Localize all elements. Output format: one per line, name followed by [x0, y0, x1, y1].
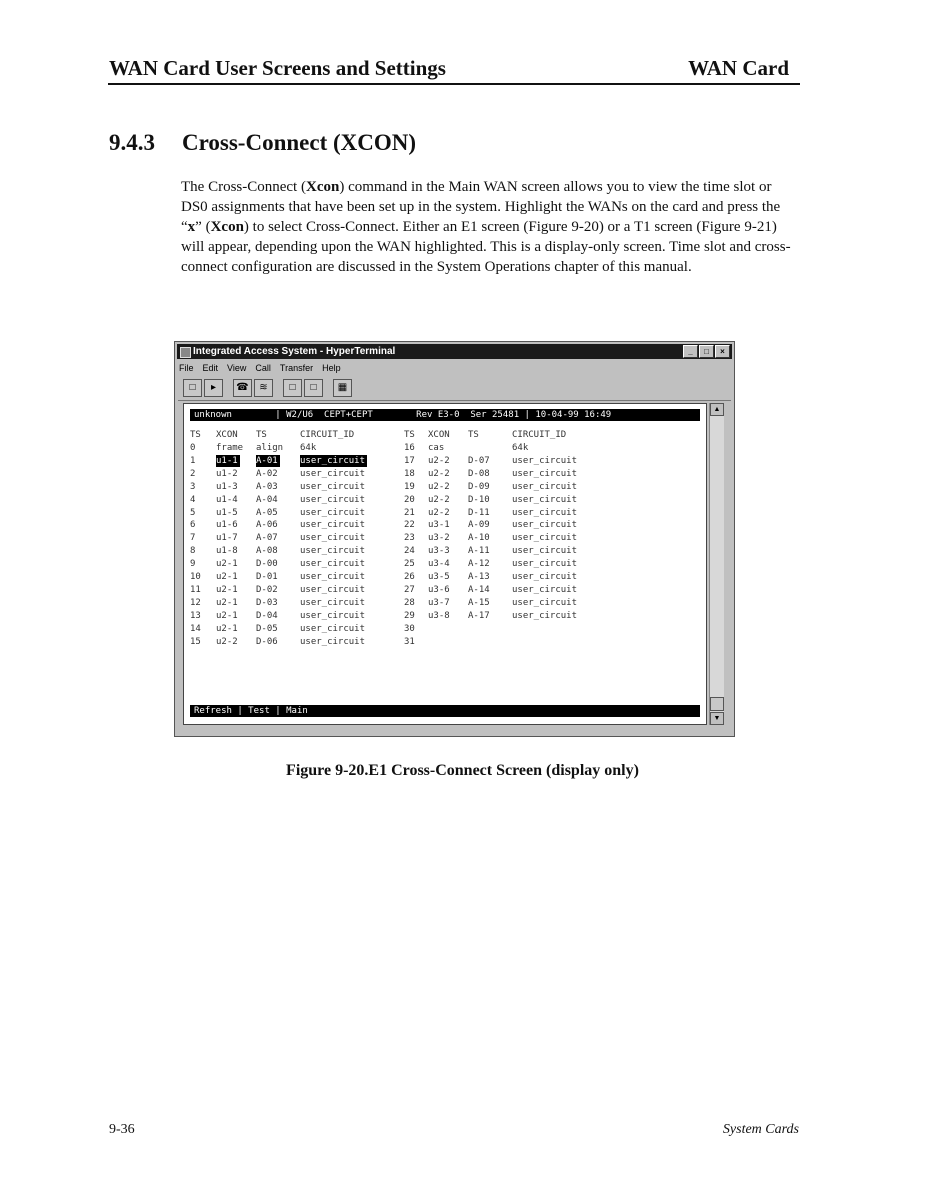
table-cell-circuit: user_circuit — [512, 610, 578, 621]
table-cell-ts2: A-06 — [256, 520, 278, 531]
table-cell-circuit: user_circuit — [300, 468, 366, 479]
table-cell-xcon: u3-8 — [428, 610, 450, 621]
command-menu[interactable]: Refresh | Test | Main — [190, 705, 700, 717]
table-cell-xcon: frame — [216, 443, 244, 453]
table-cell-ts: 30 — [404, 623, 415, 634]
table-cell-ts: 2 — [190, 468, 196, 479]
table-cell-circuit: user_circuit — [300, 481, 366, 492]
running-header-right: WAN Card — [688, 56, 789, 80]
table-cell-ts2: D-02 — [256, 584, 278, 595]
table-cell-circuit: user_circuit — [512, 507, 578, 518]
table-cell-circuit: user_circuit — [300, 455, 366, 466]
table-cell-xcon: u2-2 — [428, 468, 450, 479]
table-cell-ts: 31 — [404, 636, 415, 647]
open-icon[interactable]: ▸ — [204, 379, 223, 397]
col-header-ts2: TS — [256, 430, 267, 440]
disconnect-icon[interactable]: ≋ — [254, 379, 273, 397]
table-cell-circuit: user_circuit — [512, 597, 578, 608]
close-button[interactable]: × — [715, 345, 730, 358]
table-cell-ts2: A-07 — [256, 533, 278, 544]
table-cell-ts: 5 — [190, 507, 196, 518]
table-cell-ts2: D-10 — [468, 494, 490, 505]
table-cell-ts2: A-04 — [256, 494, 278, 505]
table-cell-ts2: D-07 — [468, 455, 490, 466]
toolbar — [183, 379, 352, 397]
table-cell-ts: 16 — [404, 443, 415, 453]
table-cell-circuit: user_circuit — [300, 610, 366, 621]
col-header-ts2-right: TS — [468, 430, 479, 440]
menu-bar — [179, 361, 341, 375]
table-cell-ts2: A-13 — [468, 572, 490, 582]
table-cell-xcon: u1-2 — [216, 468, 238, 479]
table-cell-circuit: user_circuit — [300, 546, 366, 557]
table-cell-circuit: user_circuit — [512, 481, 578, 492]
table-cell-xcon: u3-1 — [428, 520, 450, 531]
table-cell-ts: 1 — [190, 455, 196, 466]
menu-transfer[interactable]: Transfer — [279, 363, 314, 373]
table-cell-ts2: A-14 — [468, 584, 490, 595]
table-cell-ts: 25 — [404, 559, 415, 570]
table-cell-ts: 3 — [190, 481, 196, 492]
app-icon — [180, 347, 191, 358]
table-cell-ts: 21 — [404, 507, 415, 518]
table-cell-ts: 6 — [190, 520, 196, 531]
table-cell-xcon: u2-1 — [216, 623, 238, 634]
table-cell-xcon: u3-4 — [428, 559, 450, 570]
menu-help[interactable]: Help — [322, 363, 341, 373]
table-cell-xcon: u2-1 — [216, 584, 238, 595]
table-cell-ts2: A-11 — [468, 546, 490, 557]
table-cell-ts2: D-04 — [256, 610, 278, 621]
table-cell-xcon: u3-3 — [428, 546, 450, 557]
section-number: 9.4.3 — [109, 130, 155, 155]
table-cell-circuit: user_circuit — [300, 494, 366, 505]
col-header-ts: TS — [190, 430, 201, 440]
table-cell-xcon: u2-1 — [216, 572, 238, 582]
table-cell-xcon: u1-7 — [216, 533, 238, 544]
table-cell-ts2: D-06 — [256, 636, 278, 647]
table-cell-ts: 18 — [404, 468, 415, 479]
table-cell-ts2: A-12 — [468, 559, 490, 570]
table-cell-ts2: A-17 — [468, 610, 490, 621]
table-cell-ts2: A-02 — [256, 468, 278, 479]
table-cell-ts: 7 — [190, 533, 196, 544]
table-cell-ts2: A-05 — [256, 507, 278, 518]
col-header-circuit: CIRCUIT_ID — [300, 430, 355, 440]
table-cell-xcon: u3-2 — [428, 533, 450, 544]
table-cell-ts2: A-15 — [468, 597, 490, 608]
table-cell-circuit: user_circuit — [512, 559, 578, 570]
table-cell-circuit: user_circuit — [512, 455, 578, 466]
menu-file[interactable]: File — [179, 363, 194, 373]
menu-call[interactable]: Call — [255, 363, 271, 373]
col-header-ts-right: TS — [404, 430, 415, 440]
table-cell-xcon: cas — [428, 443, 445, 453]
table-cell-ts: 26 — [404, 572, 415, 582]
table-cell-xcon: u1-1 — [216, 455, 238, 466]
table-cell-ts2: D-03 — [256, 597, 278, 608]
table-cell-ts: 14 — [190, 623, 201, 634]
table-cell-circuit: user_circuit — [512, 546, 578, 557]
table-cell-ts: 13 — [190, 610, 201, 621]
table-cell-ts2: D-09 — [468, 481, 490, 492]
table-cell-ts: 17 — [404, 455, 415, 466]
table-cell-circuit: 64k — [300, 443, 317, 453]
table-cell-ts2: A-01 — [256, 455, 278, 466]
running-header-left: WAN Card User Screens and Settings — [109, 56, 446, 80]
table-cell-xcon: u2-1 — [216, 597, 238, 608]
table-cell-ts2: D-08 — [468, 468, 490, 479]
table-cell-ts: 0 — [190, 443, 196, 453]
col-header-circuit-right: CIRCUIT_ID — [512, 430, 567, 440]
table-cell-circuit: 64k — [512, 443, 529, 453]
table-cell-ts: 9 — [190, 559, 196, 570]
table-cell-ts2: D-05 — [256, 623, 278, 634]
table-cell-circuit: user_circuit — [512, 584, 578, 595]
table-cell-xcon: u2-2 — [428, 494, 450, 505]
table-cell-ts: 10 — [190, 572, 201, 582]
table-cell-xcon: u1-3 — [216, 481, 238, 492]
table-cell-xcon: u2-1 — [216, 559, 238, 570]
new-icon[interactable]: □ — [183, 379, 202, 397]
menu-view[interactable]: View — [227, 363, 247, 373]
scroll-down-icon[interactable]: ▼ — [710, 712, 724, 725]
table-cell-xcon: u3-6 — [428, 584, 450, 595]
table-cell-ts: 19 — [404, 481, 415, 492]
menu-edit[interactable]: Edit — [202, 363, 219, 373]
table-cell-ts2: A-03 — [256, 481, 278, 492]
table-cell-ts: 8 — [190, 546, 196, 557]
minimize-button[interactable]: _ — [683, 345, 698, 358]
table-cell-xcon: u1-5 — [216, 507, 238, 518]
scroll-thumb[interactable] — [710, 697, 724, 711]
table-cell-circuit: user_circuit — [300, 533, 366, 544]
page-number: 9-36 — [109, 1122, 135, 1137]
window-title: Integrated Access System - HyperTerminal — [193, 346, 396, 357]
table-cell-ts: 23 — [404, 533, 415, 544]
table-cell-ts2: A-10 — [468, 533, 490, 544]
table-cell-circuit: user_circuit — [300, 623, 366, 634]
table-cell-ts2: A-09 — [468, 520, 490, 531]
table-cell-ts: 24 — [404, 546, 415, 557]
table-cell-xcon: u1-8 — [216, 546, 238, 557]
properties-icon[interactable]: ▦ — [333, 379, 352, 397]
table-cell-xcon: u2-1 — [216, 610, 238, 621]
body-paragraph: The Cross-Connect (Xcon) command in the Main WAN screen allows you to view the time slot or DS0 assignments that have been set up in the system. Highlight the WANs on the card and press the “x” (Xcon) to select Cross-Connect. Either an E1 screen (Figure 9-20) or a T1 screen (Figure 9-21) will appear, depending upon the WAN highlighted. This is a display-only screen. Time slot and cross-connect configuration are discussed in the System Operations chapter of this manual. — [181, 179, 791, 275]
table-cell-ts: 28 — [404, 597, 415, 608]
table-cell-ts: 27 — [404, 584, 415, 595]
table-cell-circuit: user_circuit — [300, 584, 366, 595]
table-cell-ts2: D-01 — [256, 572, 278, 582]
table-cell-xcon: u3-7 — [428, 597, 450, 608]
status-line: unknown | W2/U6 CEPT+CEPT Rev E3-0 Ser 25481 | 10-04-99 16:49 — [190, 409, 700, 421]
table-cell-circuit: user_circuit — [512, 533, 578, 544]
col-header-xcon: XCON — [216, 430, 238, 440]
table-cell-ts: 15 — [190, 636, 201, 647]
table-cell-ts: 12 — [190, 597, 201, 608]
table-cell-circuit: user_circuit — [300, 507, 366, 518]
toolbar-divider — [178, 400, 731, 401]
table-cell-circuit: user_circuit — [512, 494, 578, 505]
table-cell-circuit: user_circuit — [300, 559, 366, 570]
table-cell-xcon: u3-5 — [428, 572, 450, 582]
table-cell-ts: 4 — [190, 494, 196, 505]
terminal-screen[interactable] — [183, 403, 707, 725]
table-cell-circuit: user_circuit — [512, 468, 578, 479]
table-cell-xcon: u2-2 — [216, 636, 238, 647]
table-cell-circuit: user_circuit — [300, 636, 366, 647]
table-cell-ts: 22 — [404, 520, 415, 531]
footer-title: System Cards — [722, 1122, 799, 1137]
table-cell-xcon: u1-6 — [216, 520, 238, 531]
table-cell-circuit: user_circuit — [300, 572, 366, 582]
table-cell-ts: 29 — [404, 610, 415, 621]
table-cell-xcon: u2-2 — [428, 481, 450, 492]
table-cell-ts2: align — [256, 443, 284, 453]
table-cell-ts2: D-11 — [468, 507, 490, 518]
window-titlebar[interactable] — [177, 344, 732, 359]
send-icon[interactable]: □ — [283, 379, 302, 397]
table-cell-xcon: u2-2 — [428, 507, 450, 518]
vertical-scrollbar[interactable] — [709, 403, 724, 725]
table-cell-circuit: user_circuit — [300, 597, 366, 608]
phone-icon[interactable]: ☎ — [233, 379, 252, 397]
table-cell-circuit: user_circuit — [512, 520, 578, 531]
table-cell-xcon: u1-4 — [216, 494, 238, 505]
receive-icon[interactable]: □ — [304, 379, 323, 397]
table-cell-xcon: u2-2 — [428, 455, 450, 466]
figure-caption: Figure 9-20.E1 Cross-Connect Screen (display only) — [286, 762, 639, 779]
table-cell-ts: 20 — [404, 494, 415, 505]
header-rule — [108, 83, 800, 85]
scroll-up-icon[interactable]: ▲ — [710, 403, 724, 416]
hyperterminal-window — [174, 341, 735, 737]
table-cell-ts: 11 — [190, 584, 201, 595]
maximize-button[interactable]: □ — [699, 345, 714, 358]
section-title: Cross-Connect (XCON) — [182, 130, 417, 155]
table-cell-circuit: user_circuit — [512, 572, 578, 582]
col-header-xcon-right: XCON — [428, 430, 450, 440]
table-cell-ts2: A-08 — [256, 546, 278, 557]
table-cell-circuit: user_circuit — [300, 520, 366, 531]
table-cell-ts2: D-00 — [256, 559, 278, 570]
